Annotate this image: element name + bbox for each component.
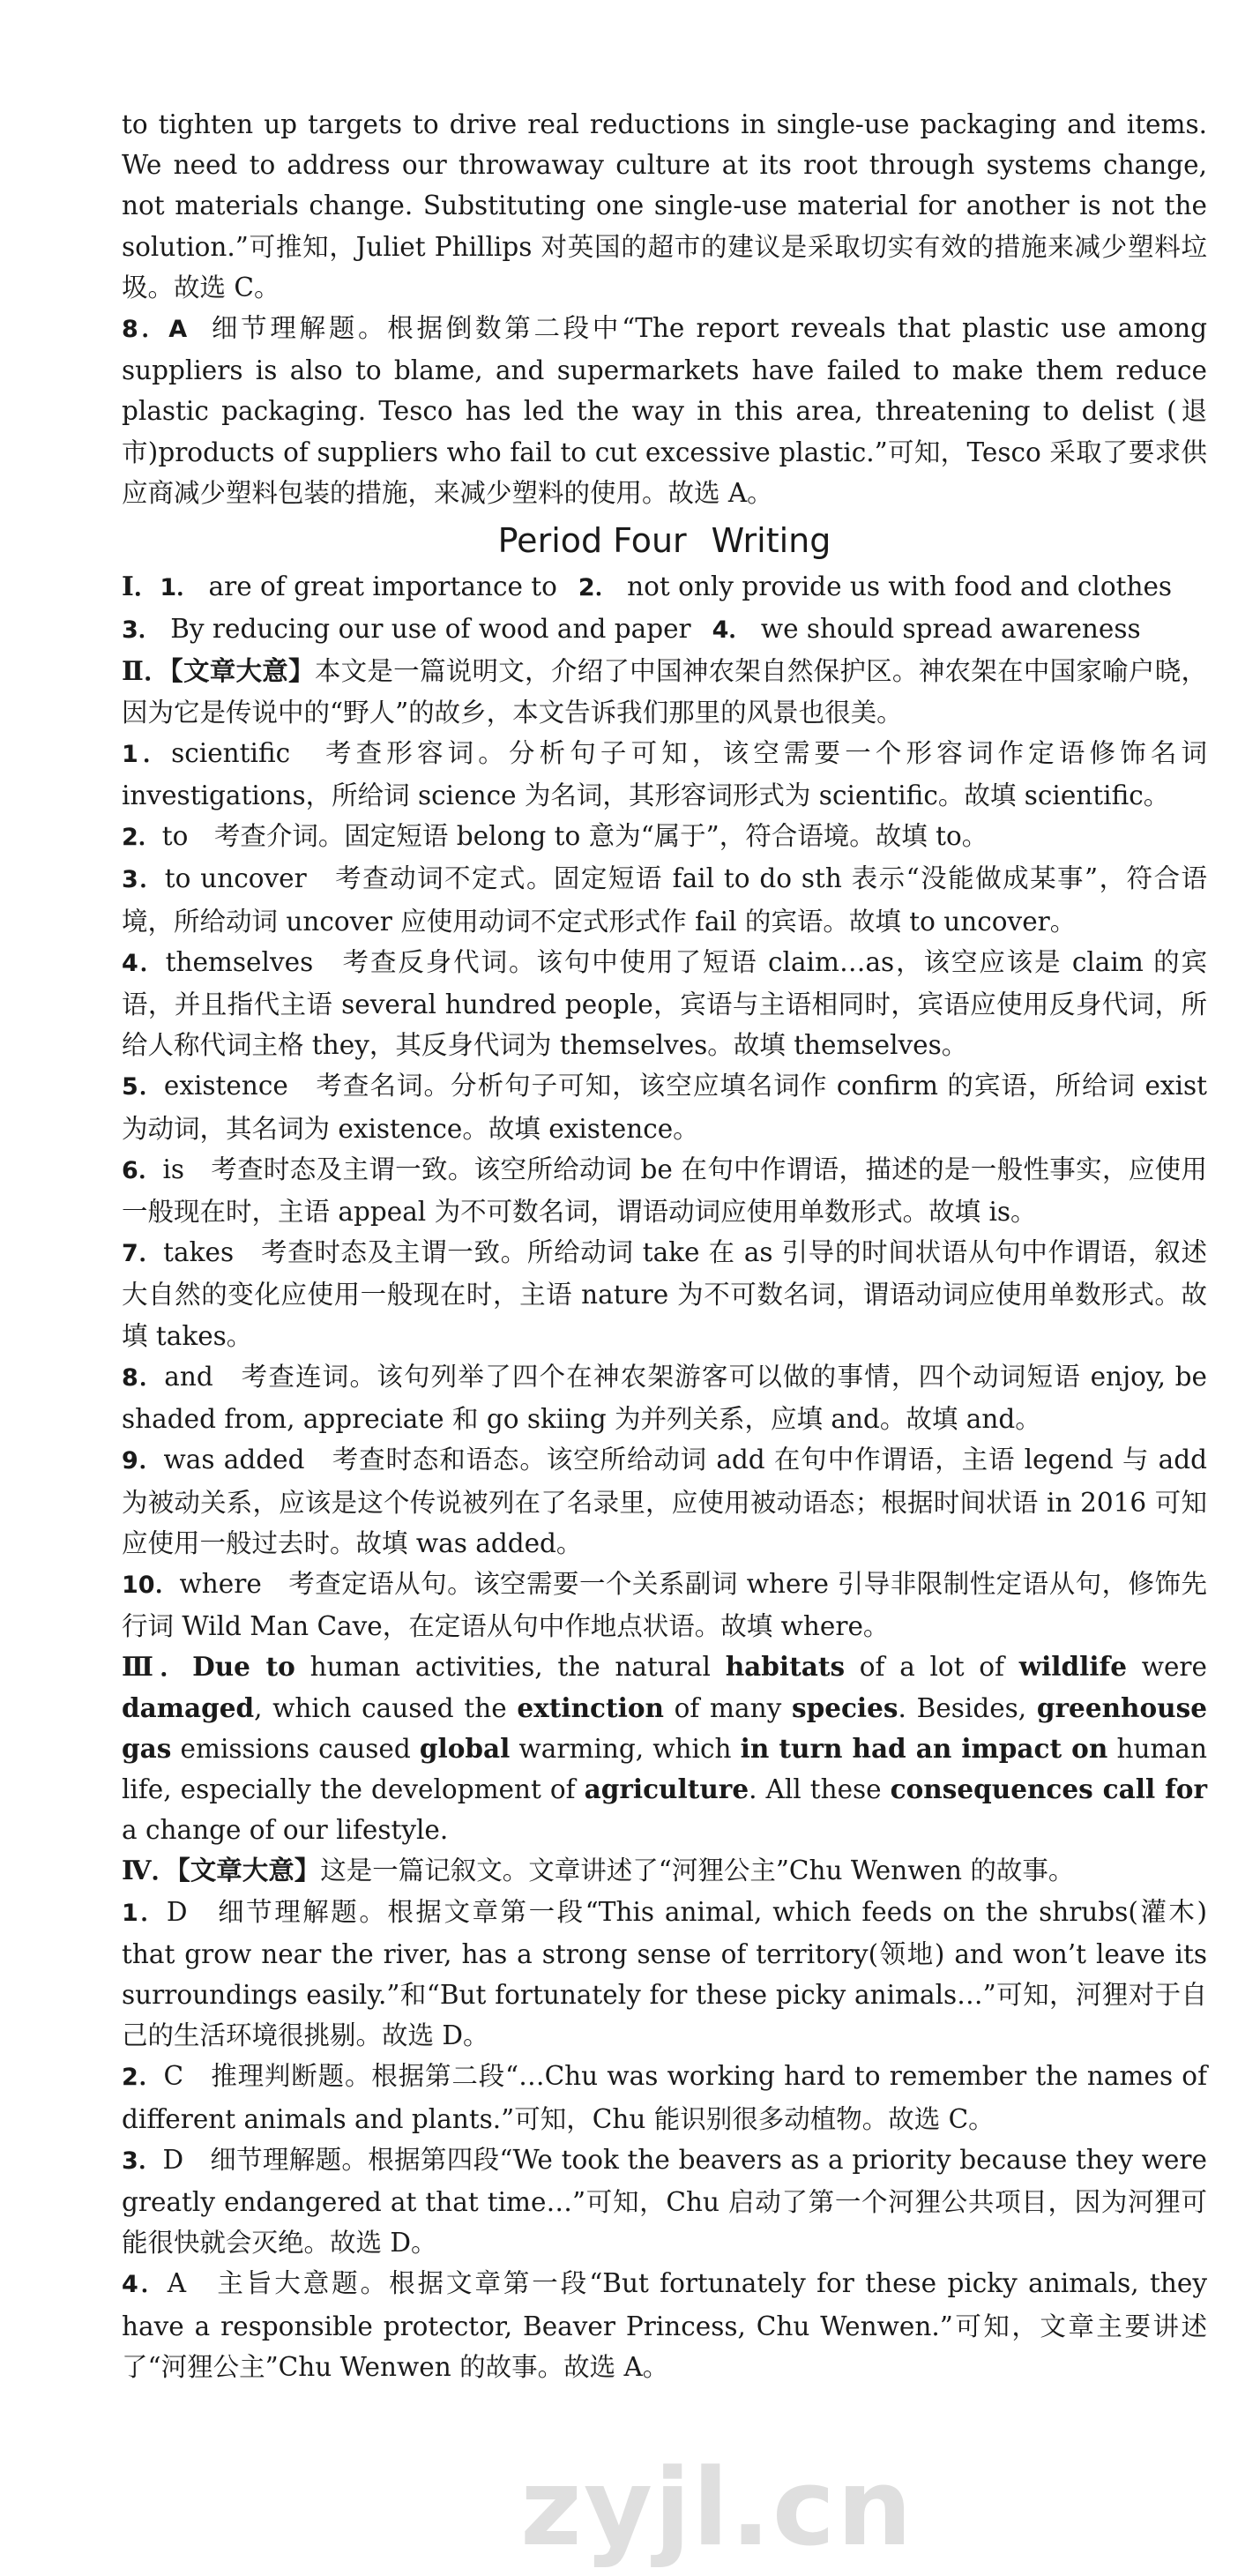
- part3-keyword: wildlife: [1018, 1651, 1127, 1683]
- list-item: [122, 1356, 1207, 1439]
- part1-roman: Ⅰ．: [122, 571, 160, 602]
- part2-item-2-number: 2．: [122, 824, 162, 852]
- part2-item-2-text: to 考查介词。固定短语 belong to 意为“属于”，符合语境。故填 to。: [161, 821, 988, 852]
- part2-item-5-number: 5．: [122, 1073, 164, 1101]
- part2-summary: 本文是一篇说明文，介绍了中国神农架自然保护区。神农架在中国家喻户晓，因为它是传说中的“野人”的故乡，本文告诉我们那里的风景也很美。: [122, 656, 1207, 728]
- list-item: [122, 2056, 1207, 2139]
- part3-keyword: species: [791, 1691, 898, 1723]
- part1-item-1-text: are of great importance to: [208, 571, 557, 602]
- part3-keyword: in turn had an impact on: [740, 1732, 1108, 1764]
- part1-item-2-text: not only provide us with food and clothes: [627, 571, 1173, 602]
- part3-keyword: Due to: [192, 1651, 295, 1683]
- part2-head: 【文章大意】: [169, 655, 315, 687]
- part1-item-4-text: we should spread awareness: [760, 614, 1141, 645]
- section-title-writing: Writing: [711, 521, 831, 561]
- list-item: [122, 1439, 1207, 1564]
- part4-item-1-text: D 细节理解题。根据文章第一段“This animal, which feeds on the shrubs(灌木) that grow near the river, has a strong sense of territory(领地) and won’t leave its surroundings easily.”和“But fortunately for these picky animals…”可知，河狸对于自己的生活环境很挑剔。故选 D。: [122, 1896, 1207, 2051]
- list-item: [122, 858, 1207, 941]
- part3-segment: , which caused the: [254, 1692, 518, 1723]
- part3-keyword: agriculture: [584, 1773, 749, 1804]
- list-item: [122, 1564, 1207, 1646]
- answer-8-text: 细节理解题。根据倒数第二段中“The report reveals that plastic use among suppliers is also to blame, and supermarkets have failed to make them reduce plastic packaging. Tesco has led the way in this area, threatening to delist (退市)products of suppliers who fail to cut excessive plastic.”可知，Tesco 采取了要求供应商减少塑料包装的措施，来减少塑料的使用。故选 A。: [122, 313, 1207, 508]
- intro-text: to tighten up targets to drive real reductions in single-use packaging and items. We need to address our throwaway culture at its root through systems change, not materials change. Substituting one single-use material for another is not the solution.”可推知，Juliet Phillips 对英国的超市的建议是采取切实有效的措施来减少塑料垃圾。故选 C。: [122, 109, 1207, 302]
- part3-keyword: extinction: [517, 1691, 664, 1723]
- part4-item-1-number: 1．: [122, 1899, 167, 1927]
- part1-item-4-number: 4．: [712, 616, 753, 645]
- part2-item-8-text: and 考查连词。该句列举了四个在神农架游客可以做的事情，四个动词短语 enjoy, be shaded from, appreciate 和 go skiing 为并列关系，应填 and。故填 and。: [122, 1361, 1207, 1435]
- part2-item-6-text: is 考查时态及主谓一致。该空所给动词 be 在句中作谓语，描述的是一般性事实，应使用一般现在时，主语 appeal 为不可数名词，谓语动词应使用单数形式。故填 is。: [122, 1154, 1208, 1228]
- part2-item-4-number: 4．: [122, 949, 166, 977]
- part2-item-3-number: 3．: [122, 866, 165, 894]
- part4-roman: Ⅳ．: [122, 1855, 177, 1886]
- part4-head: 【文章大意】: [176, 1855, 321, 1886]
- list-item: [122, 2263, 1207, 2387]
- list-item: [122, 942, 1207, 1066]
- part3-segment: . Besides,: [898, 1692, 1037, 1723]
- part3-keyword: damaged: [122, 1691, 255, 1723]
- part4-item-2-text: C 推理判断题。根据第二段“…Chu was working hard to remember the names of different animals and plants.”可知，Chu 能识别很多动植物。故选 C。: [122, 2061, 1207, 2134]
- answer-8-paragraph: [122, 308, 1207, 513]
- part1-item-3-text: By reducing our use of wood and paper: [170, 614, 691, 645]
- part3-segment: . All these: [749, 1773, 891, 1804]
- part3-segment: of many: [663, 1692, 792, 1723]
- part2-item-10-number: 10．: [122, 1571, 180, 1599]
- part3-roman: Ⅲ．: [122, 1651, 193, 1683]
- list-item: [122, 1149, 1207, 1232]
- part2-item-3-text: to uncover 考查动词不定式。固定短语 fail to do sth 表示“没能做成某事”，符合语境，所给动词 uncover 应使用动词不定式形式作 fail 的宾语。故填 to uncover。: [122, 863, 1207, 937]
- list-item: [122, 1065, 1207, 1148]
- list-item: [122, 1892, 1207, 2057]
- intro-paragraph: [122, 104, 1207, 308]
- part3-segment: emissions caused: [171, 1733, 420, 1764]
- part3-segment: human life, especially the development of: [122, 1733, 1207, 1804]
- part2-item-5-text: existence 考查名词。分析句子可知，该空应填名词作 confirm 的宾语，所给词 exist 为动词，其名词为 existence。故填 existence。: [122, 1071, 1207, 1144]
- list-item: [122, 2139, 1207, 2264]
- part1-item-1-number: 1．: [160, 574, 201, 602]
- list-item: [122, 816, 1207, 858]
- part2-item-10-text: where 考查定语从句。该空需要一个关系副词 where 引导非限制性定语从句，修饰先行词 Wild Man Cave，在定语从句中作地点状语。故填 where。: [122, 1568, 1207, 1642]
- part3-keyword: consequences call for: [890, 1773, 1207, 1804]
- part4-item-3-number: 3．: [122, 2147, 163, 2175]
- watermark-logo: zyjl.cn: [520, 2447, 914, 2570]
- section-title: [122, 515, 1207, 566]
- part4-summary: 这是一篇记叙文。文章讲述了“河狸公主”Chu Wenwen 的故事。: [320, 1855, 1075, 1886]
- part3-segment: of a lot of: [845, 1652, 1019, 1683]
- list-item: [122, 1232, 1207, 1356]
- part1-paragraph: [122, 566, 1207, 651]
- part3-segment: were: [1127, 1652, 1207, 1683]
- part2-item-8-number: 8．: [122, 1363, 165, 1392]
- part2-item-6-number: 6．: [122, 1156, 163, 1184]
- part3-segment: a change of our lifestyle.: [122, 1815, 449, 1846]
- part4-item-3-text: D 细节理解题。根据第四段“We took the beavers as a priority because they were greatly endangered at that time…”可知，Chu 启动了第一个河狸公共项目，因为河狸可能很快就会灭绝。故选 D。: [122, 2144, 1207, 2259]
- part3-keyword: habitats: [725, 1651, 846, 1683]
- part3-segment: warming, which: [510, 1733, 741, 1764]
- part2-item-9-text: was added 考查时态和语态。该空所给动词 add 在句中作谓语，主语 legend 与 add 为被动关系，应该是这个传说被列在了名录里，应使用被动语态；根据时间状语 in 2016 可知应使用一般过去时。故填 was added。: [122, 1445, 1207, 1558]
- part2-item-1-text: scientific 考查形容词。分析句子可知，该空需要一个形容词作定语修饰名词 investigations，所给词 science 为名词，其形容词形式为 scientific。故填 scientific。: [122, 737, 1207, 811]
- part4-item-2-number: 2．: [122, 2064, 164, 2092]
- part2-summary-paragraph: [122, 651, 1207, 732]
- part1-item-2-number: 2．: [578, 574, 619, 602]
- list-item: [122, 733, 1207, 816]
- part3-keyword: greenhouse gas: [122, 1691, 1207, 1764]
- part2-item-4-text: themselves 考查反身代词。该句中使用了短语 claim…as，该空应该是 claim 的宾语，并且指代主语 several hundred people，宾语与主语相同时，宾语应使用反身代词，所给人称代词主格 they，其反身代词为 themselves。故填 themselves。: [122, 946, 1208, 1061]
- part2-item-9-number: 9．: [122, 1447, 164, 1475]
- part3-segment: human activities, the natural: [294, 1652, 726, 1683]
- part1-item-3-number: 3．: [122, 616, 162, 645]
- part2-item-7-number: 7．: [122, 1240, 164, 1268]
- part3-text: [122, 1652, 1207, 1845]
- part4-summary-paragraph: [122, 1850, 1207, 1891]
- section-title-period: Period Four: [497, 521, 687, 561]
- part4-item-4-text: A 主旨大意题。根据文章第一段“But fortunately for these picky animals, they have a responsible protector, Beaver Princess, Chu Wenwen.”可知，文章主要讲述了“河狸公主”Chu Wenwen 的故事。故选 A。: [122, 2268, 1207, 2382]
- answer-8-number: 8．A: [122, 316, 188, 344]
- part2-item-7-text: takes 考查时态及主谓一致。所给动词 take 在 as 引导的时间状语从句中作谓语，叙述大自然的变化应使用一般现在时，主语 nature 为不可数名词，谓语动词应使用单数形式。故填 takes。: [122, 1237, 1207, 1351]
- part3-keyword: global: [419, 1732, 511, 1764]
- part3-paragraph: [122, 1646, 1207, 1850]
- part2-roman: Ⅱ．: [122, 655, 170, 687]
- part2-item-1-number: 1．: [122, 740, 172, 768]
- part4-item-4-number: 4．: [122, 2271, 168, 2299]
